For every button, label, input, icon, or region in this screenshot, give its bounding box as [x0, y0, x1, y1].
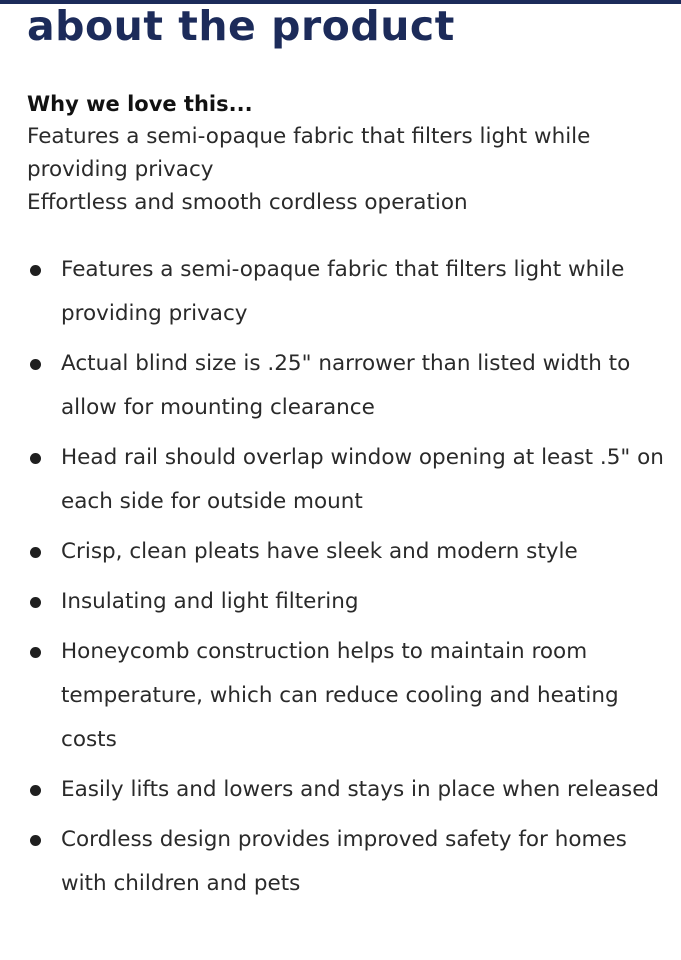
feature-list [27, 248, 667, 912]
bullet-icon [30, 647, 41, 658]
feature-list-item [27, 248, 667, 336]
feature-list-item [27, 818, 667, 906]
feature-text: Head rail should overlap window opening at least .5" on each side for outside mount [61, 445, 664, 514]
feature-text: Insulating and light filtering [61, 589, 359, 614]
feature-list-item [27, 436, 667, 524]
why-we-love-section [27, 88, 667, 219]
feature-list-item [27, 342, 667, 430]
bullet-icon [30, 835, 41, 846]
feature-list-item [27, 530, 667, 574]
feature-text: Actual blind size is .25" narrower than listed width to allow for mounting clearance [61, 351, 631, 420]
why-we-love-line: Effortless and smooth cordless operation [27, 190, 468, 215]
feature-text: Easily lifts and lowers and stays in place when released [61, 777, 660, 802]
bullet-icon [30, 359, 41, 370]
bullet-icon [30, 785, 41, 796]
feature-text: Honeycomb construction helps to maintain room temperature, which can reduce cooling and heating costs [61, 639, 619, 752]
bullet-icon [30, 547, 41, 558]
section-heading: about the product [27, 2, 455, 50]
feature-text: Cordless design provides improved safety for homes with children and pets [61, 827, 627, 896]
bullet-icon [30, 453, 41, 464]
feature-list-item [27, 630, 667, 762]
why-we-love-title: Why we love this... [27, 92, 253, 116]
why-we-love-line: Features a semi-opaque fabric that filters light while providing privacy [27, 124, 591, 182]
feature-list-item [27, 768, 667, 812]
feature-text: Features a semi-opaque fabric that filters light while providing privacy [61, 257, 625, 326]
bullet-icon [30, 265, 41, 276]
feature-text: Crisp, clean pleats have sleek and modern style [61, 539, 578, 564]
bullet-icon [30, 597, 41, 608]
feature-list-item [27, 580, 667, 624]
